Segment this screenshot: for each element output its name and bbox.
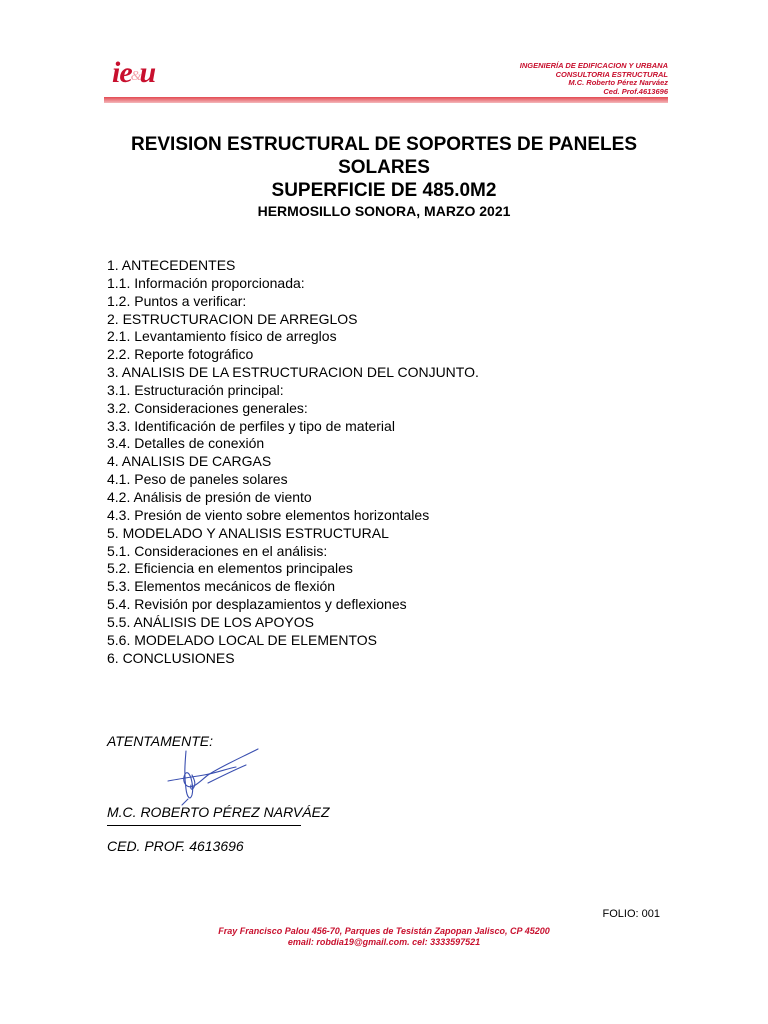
toc-item: 5. MODELADO Y ANALISIS ESTRUCTURAL: [107, 524, 389, 541]
toc-item: 5.3. Elementos mecánicos de flexión: [107, 578, 336, 595]
toc-item: 3.2. Consideraciones generales:: [107, 399, 308, 416]
footer-contact: email: robdia19@gmail.com. cel: 3333597521: [287, 937, 481, 947]
toc-item: 5.5. ANÁLISIS DE LOS APOYOS: [107, 613, 314, 630]
toc-item: 1.2. Puntos a verificar:: [107, 292, 247, 309]
toc-item: 3. ANALISIS DE LA ESTRUCTURACION DEL CONJUNTO.: [107, 364, 479, 381]
toc-item: 2.1. Levantamiento físico de arreglos: [107, 328, 337, 345]
document-title: [0, 133, 768, 220]
toc-item: 1.1. Información proporcionada:: [107, 274, 305, 291]
toc-item: 5.4. Revisión por desplazamientos y deflexiones: [107, 596, 407, 613]
toc-item: 5.2. Eficiencia en elementos principales: [107, 560, 353, 577]
table-of-contents: [107, 257, 479, 667]
logo-text-end: u: [139, 56, 156, 89]
toc-item: 3.4. Detalles de conexión: [107, 435, 265, 452]
logo-ampersand: &: [130, 69, 141, 84]
toc-item: 6. CONCLUSIONES: [107, 649, 235, 666]
closing-label: ATENTAMENTE:: [107, 733, 214, 749]
handwritten-signature: [108, 745, 263, 810]
toc-item: 3.3. Identificación de perfiles y tipo de material: [107, 417, 395, 434]
title-line: SUPERFICIE DE 485.0M2: [271, 180, 497, 201]
company-logo: [112, 58, 155, 88]
footer-address: Fray Francisco Palou 456-70, Parques de Tesistán Zapopan Jalisco, CP 45200: [218, 926, 550, 936]
folio-number: FOLIO: 001: [602, 908, 660, 920]
toc-item: 5.6. MODELADO LOCAL DE ELEMENTOS: [107, 631, 377, 648]
toc-item: 1. ANTECEDENTES: [107, 257, 236, 273]
company-info: [520, 62, 668, 96]
title-location-date: HERMOSILLO SONORA, MARZO 2021: [257, 203, 511, 219]
toc-item: 5.1. Consideraciones en el análisis:: [107, 542, 328, 559]
title-line: SOLARES: [338, 157, 430, 178]
toc-item: 3.1. Estructuración principal:: [107, 381, 284, 398]
company-line: M.C. Roberto Pérez Narváez: [568, 78, 668, 88]
logo-text-main: ie: [112, 56, 132, 89]
signature-underline: [107, 825, 301, 826]
signatory-name: M.C. ROBERTO PÉREZ NARVÁEZ: [107, 804, 330, 820]
company-line: INGENIERÍA DE EDIFICACION Y URBANA: [519, 61, 668, 70]
title-line: REVISION ESTRUCTURAL DE SOPORTES DE PANELES: [130, 134, 638, 155]
company-line: Ced. Prof.4613696: [603, 86, 668, 96]
toc-item: 4. ANALISIS DE CARGAS: [107, 453, 272, 470]
toc-item: 2. ESTRUCTURACION DE ARREGLOS: [107, 310, 358, 327]
toc-item: 4.1. Peso de paneles solares: [107, 471, 288, 488]
footer: [0, 926, 768, 948]
professional-license: CED. PROF. 4613696: [107, 838, 244, 854]
header-divider: [104, 97, 668, 103]
toc-item: 4.2. Análisis de presión de viento: [107, 488, 312, 505]
company-line: CONSULTORIA ESTRUCTURAL: [555, 69, 668, 79]
toc-item: 2.2. Reporte fotográfico: [107, 346, 254, 363]
toc-item: 4.3. Presión de viento sobre elementos horizontales: [107, 506, 430, 523]
